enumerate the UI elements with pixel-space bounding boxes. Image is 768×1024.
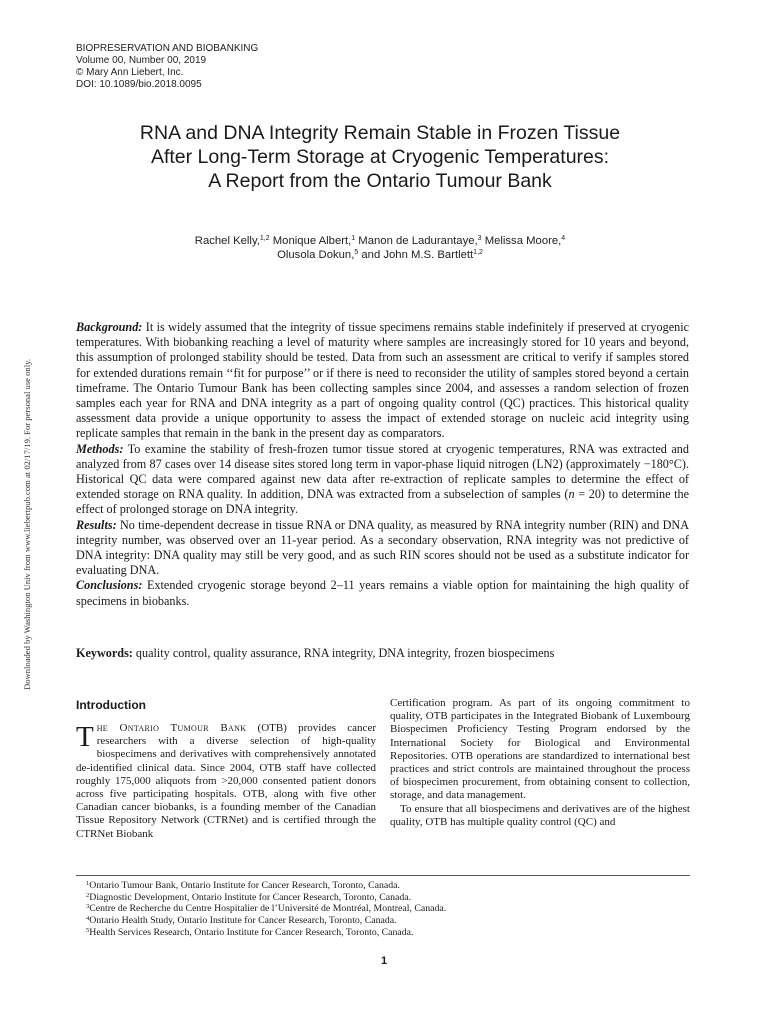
keywords-label: Keywords: bbox=[76, 646, 133, 660]
results-label: Results: bbox=[76, 517, 117, 532]
keywords bbox=[76, 646, 689, 661]
intro-paragraph: The Ontario Tumour Bank (OTB) provides cancer researchers with a diverse selection of high-quality biospecimens and derivatives with comprehensively annotated de-identified clinical data. Since 2004, OTB staff have collected roughly 175,000 aliquots from >20,000 consented patient donors across five participating hospitals. OTB, along with five other Canadian cancer biobanks, is a founding member of the Canadian Tissue Repository Network (CTRNet) and is certified through the CTRNet Biobank bbox=[76, 721, 376, 840]
intro-paragraph: Certification program. As part of its ongoing commitment to quality, OTB participates in the Integrated Biobank of Luxembourg Biospecimen Proficiency Testing Program endorsed by the International Society for Biological and Environmental Repositories. OTB operations are standardized to international best practices and strict controls are maintained throughout the process of biospecimen procurement, from obtaining consent to collection, storage, and data management. bbox=[390, 697, 690, 802]
author-name: and John M.S. Bartlett bbox=[358, 249, 474, 261]
download-notice-text: Downloaded by Washington Univ from www.liebertpub.com at 02/17/19. For personal use only. bbox=[22, 359, 32, 690]
affiliations bbox=[86, 880, 686, 939]
author-affiliation: 5 bbox=[354, 249, 359, 256]
title-line: After Long-Term Storage at Cryogenic Temperatures: bbox=[150, 146, 610, 168]
title-line: RNA and DNA Integrity Remain Stable in Frozen Tissue bbox=[139, 122, 621, 144]
affiliation-item: $^5$Health Services Research, Ontario Institute for Cancer Research, Toronto, Canada. bbox=[86, 926, 414, 938]
author-name: Melissa Moore, bbox=[481, 235, 562, 247]
author-list bbox=[100, 234, 660, 262]
affiliation-item: $^1$Ontario Tumour Bank, Ontario Institute for Cancer Research, Toronto, Canada. bbox=[86, 880, 400, 891]
keywords-text: quality control, quality assurance, RNA integrity, DNA integrity, frozen biospecimens bbox=[132, 646, 555, 660]
affiliation-item: $^2$Diagnostic Development, Ontario Institute for Cancer Research, Toronto, Canada. bbox=[86, 891, 412, 903]
methods-label: Methods: bbox=[76, 441, 124, 456]
intro-paragraph: To ensure that all biospecimens and derivatives are of the highest quality, OTB has multiple quality control (QC) and bbox=[390, 802, 690, 828]
journal-name: BIOPRESERVATION AND BIOBANKING bbox=[76, 43, 259, 54]
author-name: Rachel Kelly, bbox=[194, 235, 260, 247]
journal-copyright: © Mary Ann Liebert, Inc. bbox=[76, 67, 184, 78]
affiliation-item: $^3$Centre de Recherche du Centre Hospitalier de l’Université de Montréal, Montreal, Canada. bbox=[86, 903, 447, 915]
page-number: 1 bbox=[380, 955, 388, 967]
journal-doi: DOI: 10.1089/bio.2018.0095 bbox=[76, 79, 202, 90]
abstract bbox=[76, 320, 689, 609]
section-heading: Introduction bbox=[76, 698, 146, 712]
affiliation-item: $^4$Ontario Health Study, Ontario Institute for Cancer Research, Toronto, Canada. bbox=[86, 915, 397, 927]
author-name: Monique Albert, bbox=[269, 235, 352, 247]
author-name: Manon de Ladurantaye, bbox=[355, 235, 478, 247]
title-line: A Report from the Ontario Tumour Bank bbox=[208, 170, 552, 192]
abstract-background: Background: It is widely assumed that the integrity of tissue specimens remains stable indefinitely if preserved at cryogenic temperatures. With biobanking reaching a level of maturity where samples are increasingly stored for 10 years and beyond, this assumption of prolonged stability should be tested. Data from such an assessment are critical to verify if samples stored for extended durations remain ‘‘fit for purpose’’ or if there is need to reconsider the utility of samples stored beyond a certain timeframe. The Ontario Tumour Bank has been collecting samples since 2004, and assesses a random selection of frozen samples each year for RNA and DNA integrity as a part of ongoing quality control (QC) practices. This historical quality assessment data provide a unique opportunity to assess the impact of extended storage on nucleic acid integrity using replicate samples that remain in the bank in the present day as comparators. bbox=[76, 320, 689, 441]
author-affiliation: 1 bbox=[351, 235, 356, 242]
author-affiliation: 1,2 bbox=[259, 235, 270, 242]
journal-volume: Volume 00, Number 00, 2019 bbox=[76, 55, 207, 66]
otb-name: he Ontario Tumour Bank bbox=[96, 722, 247, 734]
drop-cap: T bbox=[76, 721, 94, 753]
conclusions-label: Conclusions: bbox=[76, 578, 143, 593]
author-affiliation: 3 bbox=[477, 235, 482, 242]
intro-column-left bbox=[76, 698, 376, 841]
author-name: Olusola Dokun, bbox=[277, 249, 355, 261]
footnote-divider bbox=[76, 875, 690, 876]
author-affiliation: 4 bbox=[561, 235, 566, 242]
intro-column-right bbox=[390, 697, 690, 829]
article-title bbox=[70, 121, 690, 193]
author-affiliation: 1,2 bbox=[473, 249, 483, 256]
abstract-methods: Methods: To examine the stability of fresh-frozen tumor tissue stored at cryogenic temperatures, RNA was extracted and analyzed from 87 cases over 14 disease sites stored long term in vapor-phase liquid nitrogen (LN2) (approximately −180°C). Historical QC data were compared against new data after re-extraction of replicate samples to determine the effect of extended storage on RNA quality. In addition, DNA was extracted from a subselection of samples (n = 20) to determine the effect of prolonged storage on DNA integrity. bbox=[76, 441, 690, 517]
background-label: Background: bbox=[76, 320, 143, 334]
abstract-results: Results: No time-dependent decrease in tissue RNA or DNA quality, as measured by RNA integrity number (RIN) and DNA integrity number, was observed over an 11-year period. As a secondary observation, RNA integrity was not predictive of DNA integrity: DNA quality may still be very good, and as such RIN scores should not be used as a substitute indicator for evaluating DNA. bbox=[76, 517, 689, 578]
abstract-conclusions: Conclusions: Extended cryogenic storage beyond 2–11 years remains a viable option for maintaining the high quality of specimens in biobanks. bbox=[76, 578, 689, 608]
journal-header bbox=[76, 43, 396, 91]
